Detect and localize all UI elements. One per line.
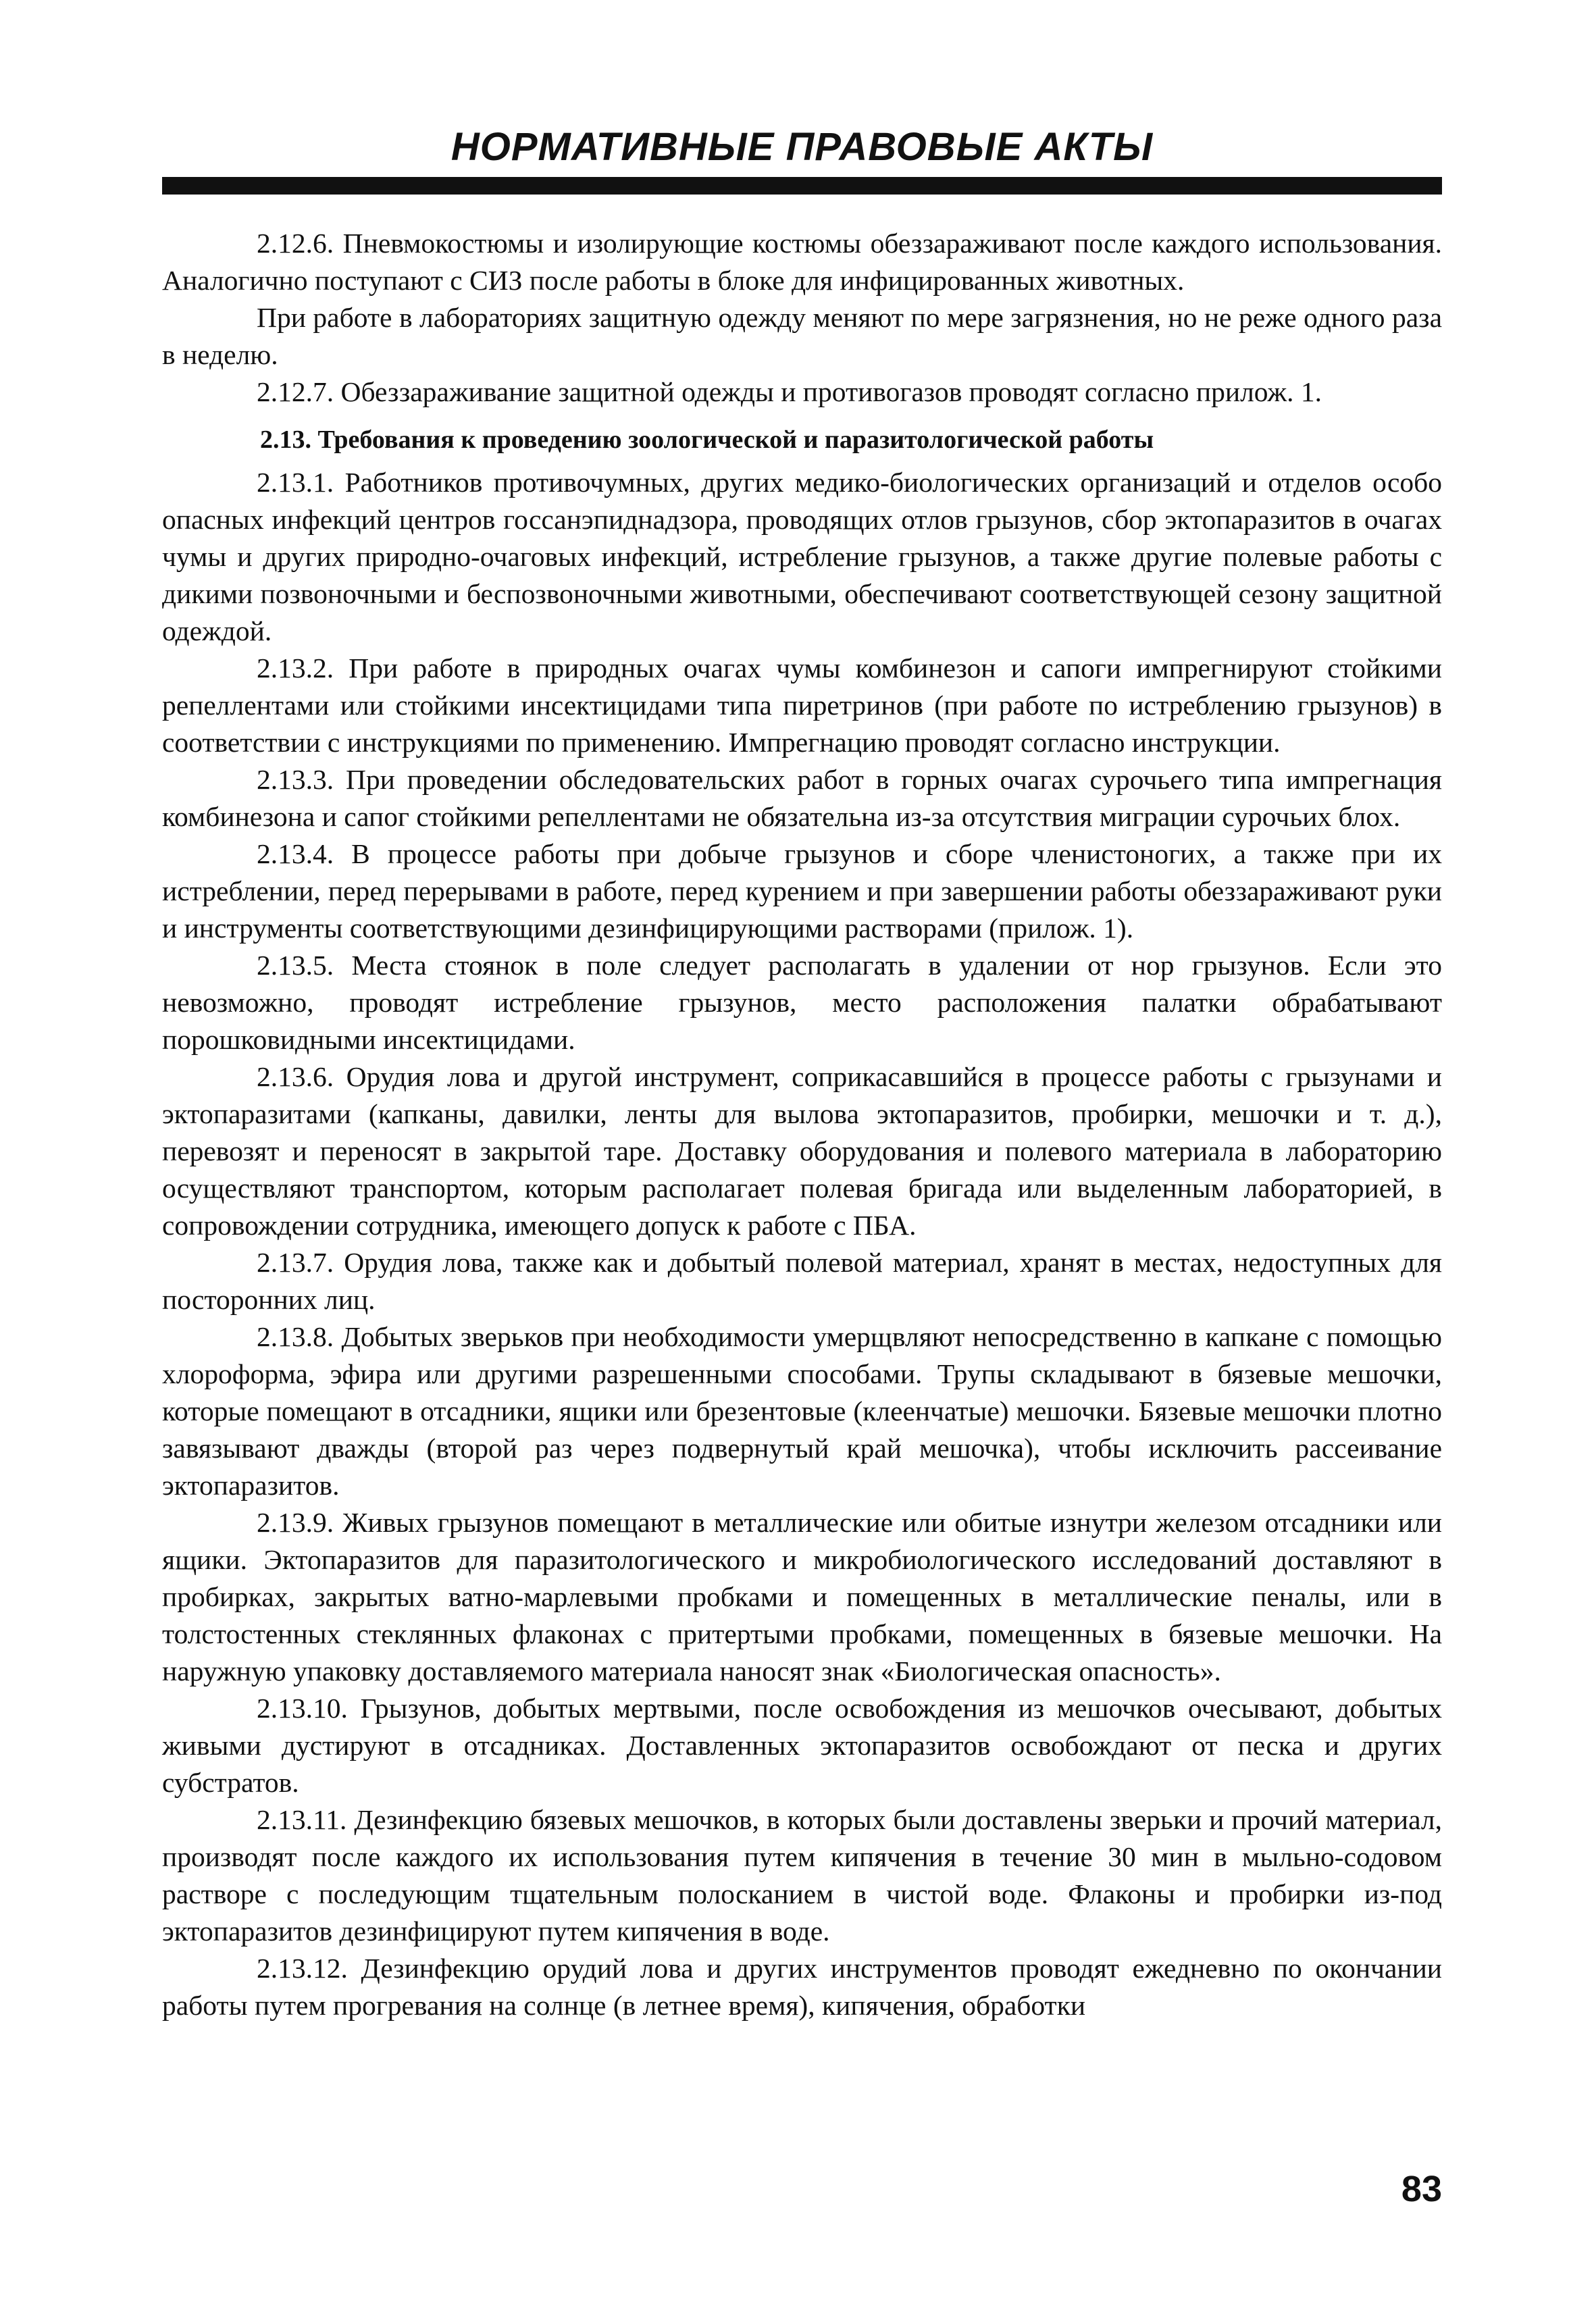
paragraph: 2.13.11. Дезинфекцию бязевых мешочков, в которых были доставлены зверьки и прочий материал, производят после каждого их использования путем кипячения в течение 30 мин в мыльно-содовом растворе с последующим тщательным полосканием в чистой воде. Флаконы и пробирки из-под эктопаразитов дезинфицируют путем кипячения в воде. bbox=[162, 1804, 1442, 1947]
paragraph: 2.12.6. Пневмокостюмы и изолирующие костюмы обеззараживают после каждого использования. Аналогично поступают с СИЗ после работы в блоке для инфицированных животных. bbox=[162, 228, 1442, 296]
document-body bbox=[162, 225, 1442, 2024]
paragraph: 2.13.2. При работе в природных очагах чумы комбинезон и сапоги импрегнируют стойкими репеллентами или стойкими инсектицидами типа пиретринов (при работе по истреблению грызунов) в соответствии с инструкциями по применению. Импрегнацию проводят согласно инструкции. bbox=[162, 652, 1442, 758]
paragraph: 2.13.12. Дезинфекцию орудий лова и других инструментов проводят ежедневно по окончании работы путем прогревания на солнце (в летнее время), кипячения, обработки bbox=[162, 1953, 1442, 2021]
paragraph: 2.13.7. Орудия лова, также как и добытый полевой материал, хранят в местах, недоступных для посторонних лиц. bbox=[162, 1247, 1442, 1315]
paragraph: 2.13.3. При проведении обследовательских работ в горных очагах сурочьего типа импрегнация комбинезона и сапог стойкими репеллентами не обязательна из-за отсутствия миграции сурочьих блох. bbox=[162, 764, 1442, 832]
page-header bbox=[162, 120, 1442, 195]
page-number: 83 bbox=[1401, 2169, 1442, 2209]
section-heading: 2.13. Требования к проведению зоологической и паразитологической работы bbox=[260, 426, 1154, 454]
paragraph: 2.13.9. Живых грызунов помещают в металлические или обитые изнутри железом отсадники или ящики. Эктопаразитов для паразитологического и микробиологического исследований доставляют в пробирках, закрытых ватно-марлевыми пробками и помещенных в металлические пеналы, или в толстостенных стеклянных флаконах с притертыми пробками, помещенных в бязевые мешочки. На наружную упаковку доставляемого материала наносят знак «Биологическая опасность». bbox=[162, 1507, 1442, 1687]
paragraph: 2.13.10. Грызунов, добытых мертвыми, после освобождения из мешочков очесывают, добытых живыми дустируют в отсадниках. Доставленных эктопаразитов освобождают от песка и других субстратов. bbox=[162, 1693, 1442, 1798]
header-rule bbox=[162, 177, 1442, 195]
paragraph: 2.13.6. Орудия лова и другой инструмент, соприкасавшийся в процессе работы с грызунами и эктопаразитами (капканы, давилки, ленты для вылова эктопаразитов, пробирки, мешочки и т. д.), перевозят и переносят в закрытой таре. Доставку оборудования и полевого материала в лабораторию осуществляют транспортом, которым располагает полевая бригада или выделенным лабораторией, в сопровождении сотрудника, имеющего допуск к работе с ПБА. bbox=[162, 1061, 1442, 1241]
paragraph: 2.13.1. Работников противочумных, других медико-биологических организаций и отделов особо опасных инфекций центров госсанэпиднадзора, проводящих отлов грызунов, сбор эктопаразитов в очагах чумы и других природно-очаговых инфекций, истребление грызунов, а также другие полевые работы с дикими позвоночными и беспозвоночными животными, обеспечивают соответствующей сезону защитной одеждой. bbox=[162, 467, 1442, 646]
header-title: НОРМАТИВНЫЕ ПРАВОВЫЕ АКТЫ bbox=[451, 125, 1154, 169]
paragraph: 2.13.5. Места стоянок в поле следует располагать в удалении от нор грызунов. Если это невозможно, проводят истребление грызунов, место расположения палатки обрабатывают порошковидными инсектицидами. bbox=[162, 950, 1442, 1055]
paragraph: 2.13.8. Добытых зверьков при необходимости умерщвляют непосредственно в капкане с помощью хлороформа, эфира или другими разрешенными способами. Трупы складывают в бязевые мешочки, которые помещают в отсадники, ящики или брезентовые (клеенчатые) мешочки. Бязевые мешочки плотно завязывают дважды (второй раз через подвернутый край мешочка), чтобы исключить рассеивание эктопаразитов. bbox=[162, 1321, 1442, 1501]
paragraph: При работе в лабораториях защитную одежду меняют по мере загрязнения, но не реже одного раза в неделю. bbox=[162, 302, 1442, 370]
paragraph: 2.13.4. В процессе работы при добыче грызунов и сборе членистоногих, а также при их истреблении, перед перерывами в работе, перед курением и при завершении работы обеззараживают руки и инструменты соответствующими дезинфицирующими растворами (прилож. 1). bbox=[162, 838, 1442, 944]
paragraph: 2.12.7. Обеззараживание защитной одежды и противогазов проводят согласно прилож. 1. bbox=[257, 376, 1322, 407]
